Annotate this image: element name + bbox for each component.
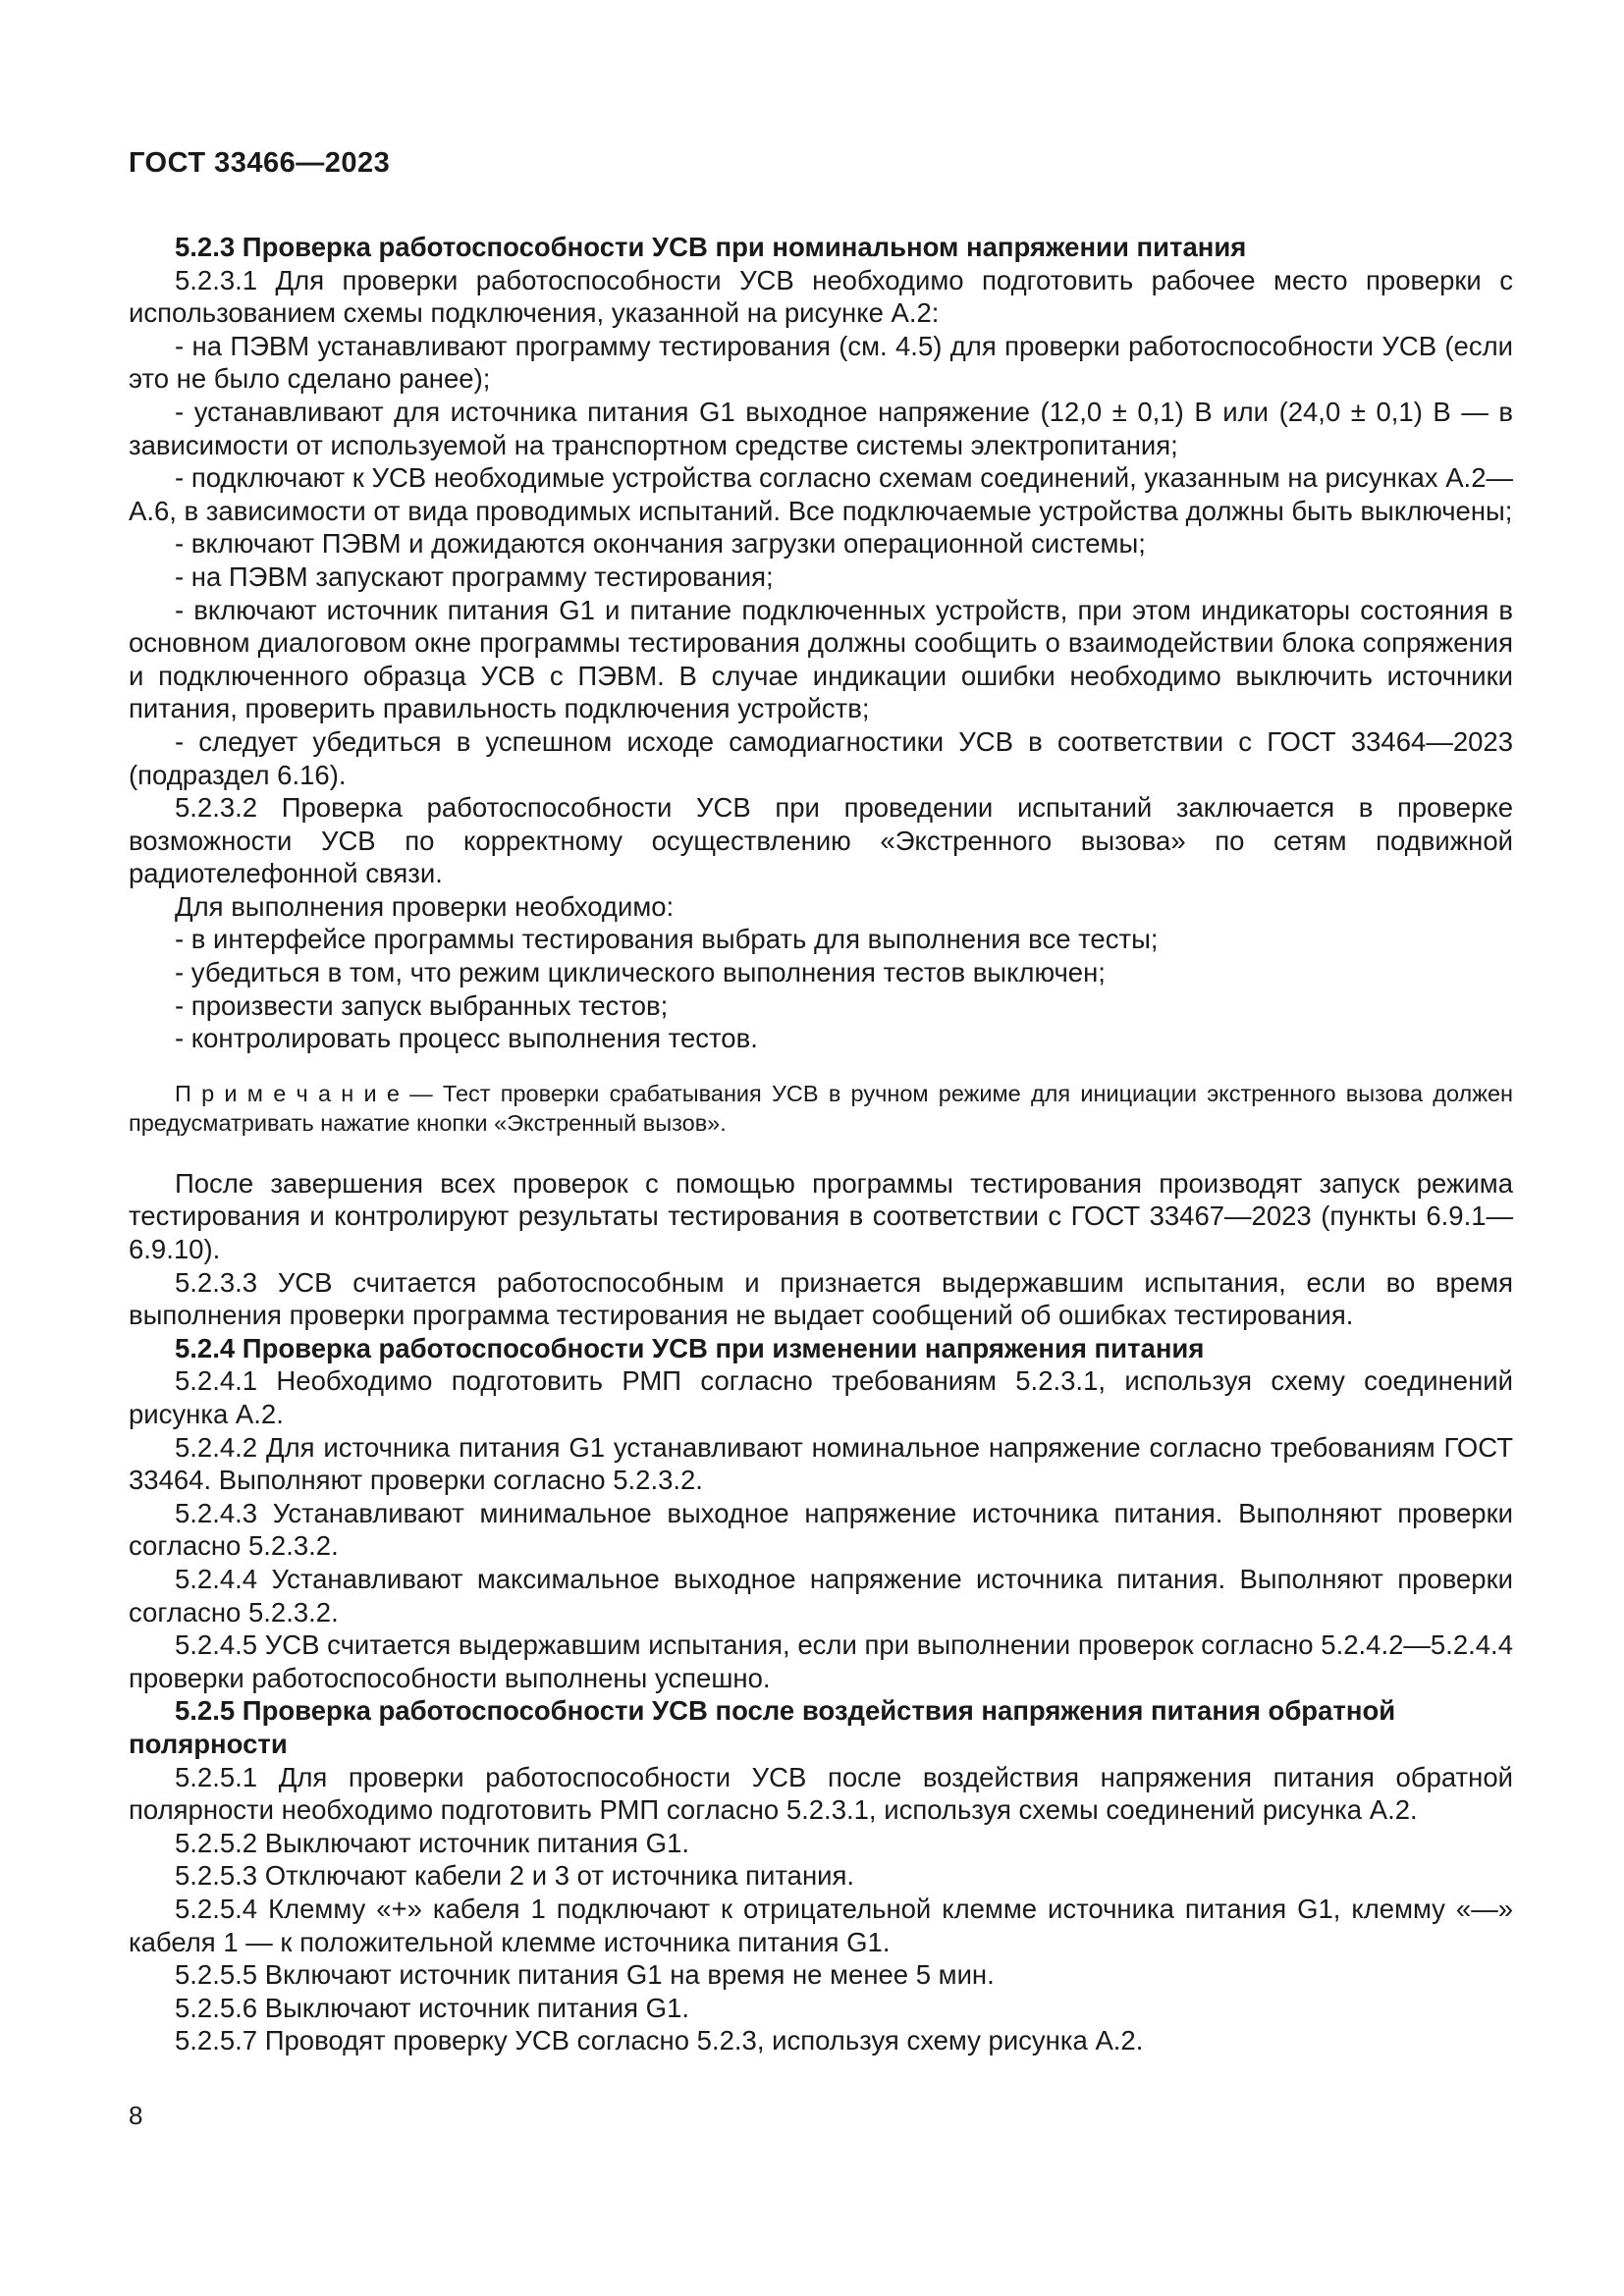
section-heading: 5.2.3 Проверка работоспособности УСВ при номинальном напряжении питания — [175, 232, 1247, 262]
paragraph: 5.2.4.2 Для источника питания G1 устанавливают номинальное напряжение согласно требованиям ГОСТ 33464. Выполняют проверки согласно 5.2.3.2. — [129, 1431, 1513, 1496]
list-item: - контролировать процесс выполнения тестов. — [175, 1023, 758, 1054]
paragraph: После завершения всех проверок с помощью программы тестирования производят запуск режима тестирования и контролируют результаты тестирования в соответствии с ГОСТ 33467—2023 (пункты 6.9.1—6.9.10). — [129, 1167, 1513, 1265]
paragraph: 5.2.5.3 Отключают кабели 2 и 3 от источника питания. — [175, 1860, 855, 1892]
list-item: - на ПЭВМ запускают программу тестирования; — [175, 561, 774, 592]
paragraph: 5.2.5.2 Выключают источник питания G1. — [175, 1827, 690, 1858]
paragraph: 5.2.4.4 Устанавливают максимальное выходное напряжение источника питания. Выполняют проверки согласно 5.2.3.2. — [129, 1563, 1513, 1628]
list-item: - убедиться в том, что режим циклического выполнения тестов выключен; — [175, 957, 1106, 988]
note: П р и м е ч а н и е — Тест проверки срабатывания УСВ в ручном режиме для инициации экстренного вызова должен предусматривать нажатие кнопки «Экстренный вызов». — [129, 1080, 1513, 1136]
list-item: - включают источник питания G1 и питание подключенных устройств, при этом индикаторы состояния в основном диалоговом окне программы тестирования должны сообщить о взаимодействии блока сопряжения и подключенного образца УСВ с ПЭВМ. В случае индикации ошибки необходимо выключить источники питания, проверить правильность подключения устройств; — [129, 594, 1513, 724]
list-item: - подключают к УСВ необходимые устройства согласно схемам соединений, указанным на рисунках А.2—А.6, в зависимости от вида проводимых испытаний. Все подключаемые устройства должны быть выключены; — [129, 462, 1513, 526]
paragraph: 5.2.5.4 Клемму «+» кабеля 1 подключают к отрицательной клемме источника питания G1, клемму «—» кабеля 1 — к положительной клемме источника питания G1. — [129, 1893, 1513, 1957]
page-number: 8 — [129, 2101, 143, 2130]
document-header: ГОСТ 33466—2023 — [129, 147, 391, 179]
paragraph: 5.2.5.7 Проводят проверку УСВ согласно 5.2.3, используя схему рисунка А.2. — [175, 2025, 1144, 2056]
paragraph: 5.2.5.5 Включают источник питания G1 на время не менее 5 мин. — [175, 1959, 995, 1991]
paragraph: 5.2.3.1 Для проверки работоспособности УСВ необходимо подготовить рабочее место проверки с использованием схемы подключения, указанной на рисунке А.2: — [129, 264, 1513, 329]
paragraph: 5.2.4.1 Необходимо подготовить РМП согласно требованиям 5.2.3.1, используя схему соединений рисунка А.2. — [129, 1365, 1513, 1429]
list-item: - в интерфейсе программы тестирования выбрать для выполнения все тесты; — [175, 924, 1159, 955]
document-content — [129, 231, 1513, 2057]
paragraph: 5.2.5.1 Для проверки работоспособности УСВ после воздействия напряжения питания обратной полярности необходимо подготовить РМП согласно 5.2.3.1, используя схемы соединений рисунка А.2. — [129, 1761, 1513, 1826]
section-heading: 5.2.5 Проверка работоспособности УСВ после воздействия напряжения питания обратной полярности — [129, 1695, 1396, 1759]
list-item: - произвести запуск выбранных тестов; — [175, 989, 669, 1021]
list-item: - на ПЭВМ устанавливают программу тестирования (см. 4.5) для проверки работоспособности УСВ (если это не было сделано ранее); — [129, 330, 1513, 395]
paragraph: 5.2.3.2 Проверка работоспособности УСВ при проведении испытаний заключается в проверке возможности УСВ по корректному осуществлению «Экстренного вызова» по сетям подвижной радиотелефонной связи. — [129, 792, 1513, 889]
list-item: - следует убедиться в успешном исходе самодиагностики УСВ в соответствии с ГОСТ 33464—2023 (подраздел 6.16). — [129, 725, 1513, 790]
paragraph: Для выполнения проверки необходимо: — [175, 890, 675, 922]
paragraph: 5.2.4.5 УСВ считается выдержавшим испытания, если при выполнении проверок согласно 5.2.4.2—5.2.4.4 проверки работоспособности выполнены успешно. — [129, 1629, 1513, 1693]
section-heading: 5.2.4 Проверка работоспособности УСВ при изменении напряжения питания — [175, 1332, 1205, 1363]
paragraph: 5.2.3.3 УСВ считается работоспособным и признается выдержавшим испытания, если во время выполнения проверки программа тестирования не выдает сообщений об ошибках тестирования. — [129, 1266, 1513, 1331]
list-item: - устанавливают для источника питания G1 выходное напряжение (12,0 ± 0,1) В или (24,0 ± 0,1) В — в зависимости от используемой на транспортном средстве системы электропитания; — [129, 396, 1513, 460]
list-item: - включают ПЭВМ и дожидаются окончания загрузки операционной системы; — [175, 528, 1146, 560]
paragraph: 5.2.4.3 Устанавливают минимальное выходное напряжение источника питания. Выполняют проверки согласно 5.2.3.2. — [129, 1497, 1513, 1562]
paragraph: 5.2.5.6 Выключают источник питания G1. — [175, 1992, 690, 2023]
